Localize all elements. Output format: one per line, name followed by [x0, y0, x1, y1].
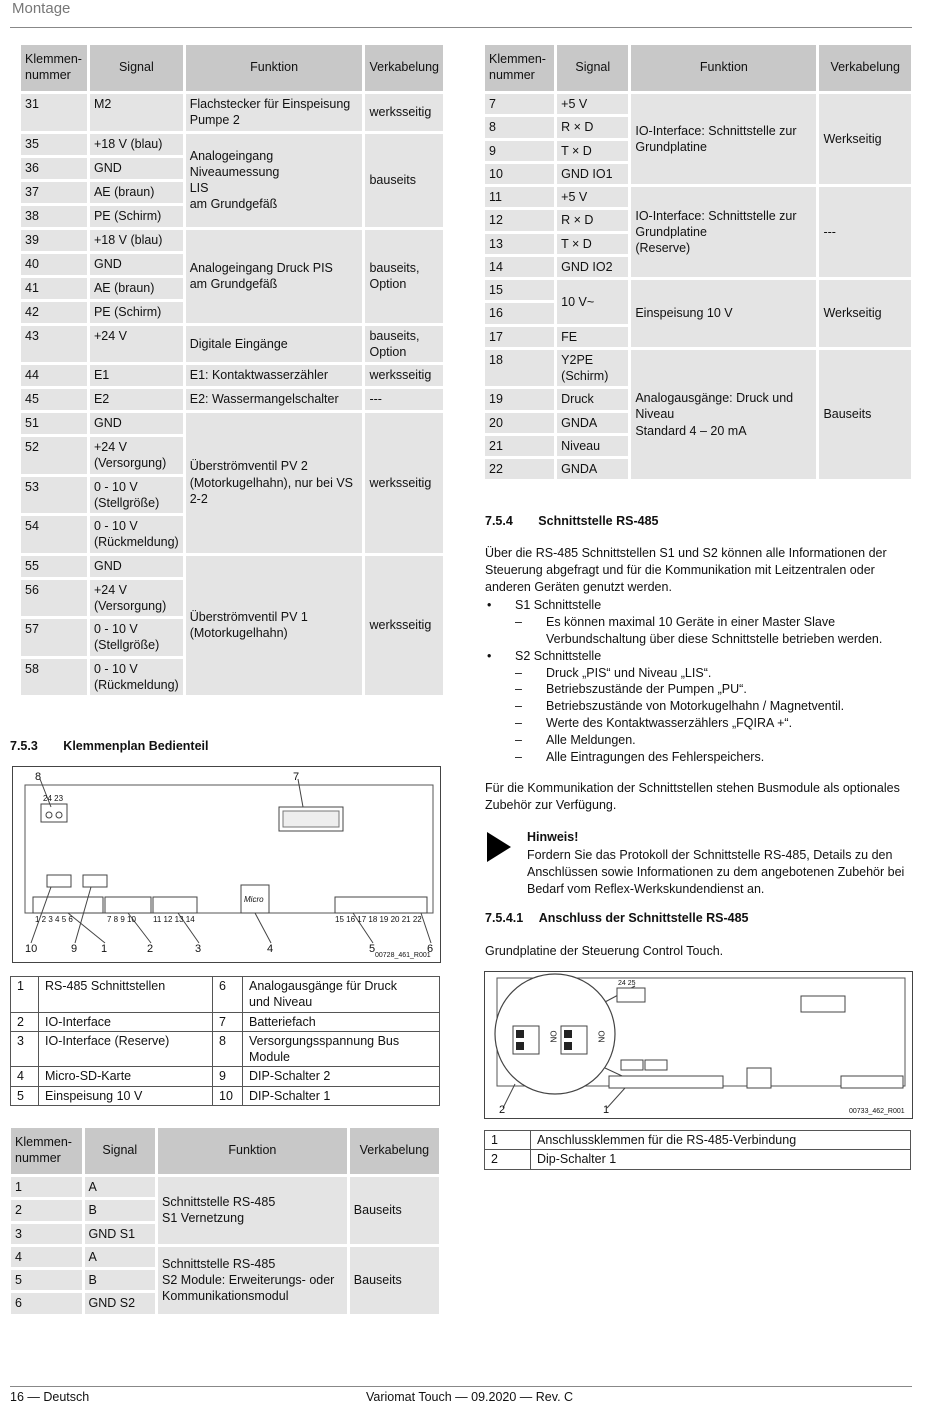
- table-cell-signal: A: [85, 1177, 156, 1197]
- table-cell-signal: A: [85, 1247, 156, 1267]
- table-cell-nr: 7: [485, 94, 554, 114]
- table-cell-signal: 0 - 10 V (Stellgröße): [90, 619, 183, 656]
- table-cell-signal: GND S1: [85, 1224, 156, 1244]
- table-cell-nr: 39: [21, 230, 87, 251]
- table-cell-nr: 11: [485, 187, 554, 207]
- table-cell-nr: 45: [21, 389, 87, 410]
- table-cell-signal: GNDA: [557, 459, 628, 479]
- table-cell-verkabelung: werksseitig: [365, 365, 443, 386]
- callout-9: 9: [71, 943, 78, 955]
- table-cell-nr: 41: [21, 278, 87, 299]
- terminal-label-15-22: 15 16 17 18 19 20 21 22: [335, 915, 422, 924]
- table-cell-funktion: E2: Wassermangelschalter: [186, 389, 363, 410]
- callout-8: 8: [35, 771, 42, 783]
- table-cell-signal: B: [85, 1200, 156, 1220]
- table-cell-nr: 3: [11, 1224, 82, 1244]
- table-cell-verkabelung: Bauseits: [350, 1177, 439, 1244]
- table-cell-nr: 55: [21, 556, 87, 577]
- figure-terminal-plan-bedienteil: [12, 766, 441, 963]
- table-cell-verkabelung: Werkseitig: [819, 94, 911, 184]
- table-cell-signal: AE (braun): [90, 182, 183, 203]
- table-cell-nr: 5: [11, 1270, 82, 1290]
- table-cell-funktion: Einspeisung 10 V: [631, 280, 816, 347]
- section-title: Schnittstelle RS-485: [538, 514, 659, 528]
- table-cell-signal: 0 - 10 V (Stellgröße): [90, 477, 183, 514]
- bullet-text: Werte des Kontaktwasserzählers „FQIRA +“.: [546, 716, 793, 731]
- bullet-text: Betriebszustände von Motorkugelhahn / Magnetventil.: [546, 699, 845, 714]
- table-cell-signal: PE (Schirm): [90, 206, 183, 227]
- bullet-text: Druck „PIS“ und Niveau „LIS“.: [546, 665, 712, 680]
- hint-arrow-icon: [487, 832, 513, 867]
- legend-text: DIP-Schalter 2: [243, 1067, 440, 1086]
- terminal-label-24-25: 24 25: [618, 980, 636, 987]
- list-item: [485, 597, 913, 614]
- col-header-verkabelung: Verkabelung: [365, 45, 443, 91]
- legend-num: 8: [213, 1031, 243, 1067]
- table-cell-verkabelung: werksseitig: [365, 413, 443, 553]
- dash-icon: –: [515, 682, 522, 697]
- table-cell-nr: 14: [485, 257, 554, 277]
- hint-title: Hinweis!: [527, 830, 579, 844]
- list-item: [485, 665, 913, 682]
- table-cell-funktion: Analogeingang Niveaumessung LIS am Grundgefäß: [186, 134, 363, 227]
- legend-text: IO-Interface: [39, 1012, 213, 1031]
- callout-1: 1: [603, 1104, 610, 1116]
- table-cell-nr: 13: [485, 234, 554, 254]
- table-cell-signal: GND: [90, 556, 183, 577]
- callout-4: 4: [267, 943, 274, 955]
- table-cell-signal: R × D: [557, 117, 628, 137]
- table-cell-signal: FE: [557, 327, 628, 347]
- table-cell-verkabelung: bauseits: [365, 134, 443, 227]
- section-heading-753: [10, 739, 208, 753]
- legend-num: 1: [11, 977, 39, 1013]
- table-cell-signal: Druck: [557, 389, 628, 409]
- table-cell-nr: 40: [21, 254, 87, 275]
- table-cell-signal: 0 - 10 V (Rückmeldung): [90, 659, 183, 696]
- table-cell-signal: +5 V: [557, 94, 628, 114]
- terminal-label-1-6: 1 2 3 4 5 6: [35, 915, 73, 924]
- table-cell-signal: +24 V: [90, 326, 183, 363]
- table-cell-funktion: Flachstecker für Einspeisung Pumpe 2: [186, 94, 363, 131]
- table-cell-verkabelung: bauseits, Option: [365, 230, 443, 323]
- table-cell-signal: T × D: [557, 234, 628, 254]
- table-cell-nr: 36: [21, 158, 87, 179]
- list-item: [485, 614, 913, 648]
- dash-icon: –: [515, 665, 522, 680]
- list-item: [485, 648, 913, 665]
- table-cell-funktion: Überströmventil PV 2 (Motorkugelhahn), nur bei VS 2-2: [186, 413, 363, 553]
- table-cell-verkabelung: bauseits, Option: [365, 326, 443, 363]
- section-heading-754: [485, 514, 658, 528]
- table-cell-signal: M2: [90, 94, 183, 131]
- table-cell-funktion: IO-Interface: Schnittstelle zur Grundplatine (Reserve): [631, 187, 816, 277]
- col-header-verkabelung: Verkabelung: [819, 45, 911, 91]
- legend-num: 7: [213, 1012, 243, 1031]
- table-cell-funktion: E1: Kontaktwasserzähler: [186, 365, 363, 386]
- table-cell-signal: GND IO2: [557, 257, 628, 277]
- legend-text: DIP-Schalter 1: [243, 1086, 440, 1105]
- table-cell-nr: 51: [21, 413, 87, 434]
- callout-6: 6: [427, 943, 434, 955]
- callout-5: 5: [369, 943, 376, 955]
- callout-1: 1: [101, 943, 108, 955]
- section-number: 7.5.4: [485, 514, 513, 528]
- board-drawing: [13, 767, 440, 962]
- grundplatine-caption: Grundplatine der Steuerung Control Touch.: [485, 944, 724, 958]
- legend-num: 9: [213, 1067, 243, 1086]
- legend-num: 1: [485, 1131, 531, 1150]
- terminal-table-left: [18, 42, 446, 698]
- table-cell-signal: +18 V (blau): [90, 230, 183, 251]
- table-cell-signal: +18 V (blau): [90, 134, 183, 155]
- table-cell-nr: 21: [485, 436, 554, 456]
- col-header-klemmen: Klemmen- nummer: [11, 1128, 82, 1174]
- dash-icon: –: [515, 614, 522, 629]
- table-cell-nr: 17: [485, 327, 554, 347]
- legend-num: 10: [213, 1086, 243, 1105]
- table-cell-nr: 57: [21, 619, 87, 656]
- table-cell-signal: R × D: [557, 210, 628, 230]
- list-item: [485, 681, 913, 698]
- list-item: [485, 732, 913, 749]
- table-cell-nr: 10: [485, 164, 554, 184]
- table-cell-verkabelung: ---: [365, 389, 443, 410]
- col-header-klemmen: Klemmen- nummer: [485, 45, 554, 91]
- table-cell-nr: 1: [11, 1177, 82, 1197]
- grundplatine-drawing: [485, 972, 912, 1118]
- terminal-label-24-23: 24 23: [43, 794, 64, 803]
- legend-num: 6: [213, 977, 243, 1013]
- dip-on-label: ON: [548, 1030, 558, 1043]
- table-cell-nr: 31: [21, 94, 87, 131]
- dip-on-label: ON: [596, 1030, 606, 1043]
- table-cell-signal: GND S2: [85, 1293, 156, 1313]
- legend-text: RS-485 Schnittstellen: [39, 977, 213, 1013]
- table-cell-verkabelung: werksseitig: [365, 556, 443, 696]
- bullet-text: Es können maximal 10 Geräte in einer Master Slave Verbundschaltung über diese Schnittstelle betrieben werden.: [546, 614, 883, 646]
- table-cell-funktion: Überströmventil PV 1 (Motorkugelhahn): [186, 556, 363, 696]
- callout-7: 7: [293, 771, 300, 783]
- table-cell-nr: 38: [21, 206, 87, 227]
- table-cell-nr: 52: [21, 437, 87, 474]
- legend-text: IO-Interface (Reserve): [39, 1031, 213, 1067]
- legend-text: Micro-SD-Karte: [39, 1067, 213, 1086]
- legend-text: Dip-Schalter 1: [531, 1150, 911, 1169]
- table-cell-funktion: Schnittstelle RS-485 S2 Module: Erweiterungs- oder Kommunikationsmodul: [158, 1247, 347, 1314]
- table-cell-signal: GNDA: [557, 413, 628, 433]
- busmodule-paragraph: Für die Kommunikation der Schnittstellen stehen Busmodule als optionales Zubehör zur Verfügung.: [485, 781, 900, 812]
- col-header-signal: Signal: [557, 45, 628, 91]
- figure-code: 00728_461_R001: [375, 952, 431, 959]
- legend-text: Versorgungsspannung Bus Module: [243, 1031, 440, 1067]
- table-cell-nr: 19: [485, 389, 554, 409]
- table-cell-nr: 6: [11, 1293, 82, 1313]
- terminal-label-11-14: 11 12 13 14: [153, 915, 195, 924]
- table-cell-nr: 15: [485, 280, 554, 300]
- table-cell-signal: +24 V (Versorgung): [90, 437, 183, 474]
- legend-num: 2: [485, 1150, 531, 1169]
- legend-num: 3: [11, 1031, 39, 1067]
- table-cell-nr: 58: [21, 659, 87, 696]
- table-cell-nr: 44: [21, 365, 87, 386]
- table-cell-signal: GND: [90, 254, 183, 275]
- col-header-funktion: Funktion: [186, 45, 363, 91]
- callout-2: 2: [499, 1104, 506, 1116]
- table-cell-signal: B: [85, 1270, 156, 1290]
- table-cell-signal: GND: [90, 158, 183, 179]
- col-header-klemmen: Klemmen- nummer: [21, 45, 87, 91]
- hint-text: Fordern Sie das Protokoll der Schnittstelle RS-485, Details zu den Anschlüssen sowie Informationen zu dem angebotenen Zubehör bei Bedarf vom Reflex-Werkskundendienst an.: [527, 848, 905, 896]
- table-cell-signal: 10 V~: [557, 280, 628, 324]
- bullet-text: S1 Schnittstelle: [515, 598, 602, 612]
- legend-table-1: [10, 976, 440, 1106]
- table-cell-signal: 0 - 10 V (Rückmeldung): [90, 516, 183, 553]
- dash-icon: –: [515, 749, 522, 764]
- bullet-text: Alle Eintragungen des Fehlerspeichers.: [546, 749, 765, 764]
- callout-3: 3: [195, 943, 202, 955]
- table-cell-funktion: Analogausgänge: Druck und Niveau Standard 4 – 20 mA: [631, 350, 816, 480]
- bullet-icon: •: [487, 598, 492, 612]
- figure-grundplatine-rs485: [484, 971, 913, 1119]
- table-cell-nr: 43: [21, 326, 87, 363]
- table-cell-verkabelung: Bauseits: [350, 1247, 439, 1314]
- table-cell-nr: 56: [21, 580, 87, 617]
- table-cell-nr: 54: [21, 516, 87, 553]
- col-header-funktion: Funktion: [158, 1128, 347, 1174]
- page-header-title: Montage: [12, 0, 71, 17]
- bullet-text: S2 Schnittstelle: [515, 648, 602, 663]
- table-cell-verkabelung: ---: [819, 187, 911, 277]
- terminal-table-right: [482, 42, 914, 482]
- table-cell-signal: +5 V: [557, 187, 628, 207]
- legend-num: 4: [11, 1067, 39, 1086]
- table-cell-signal: E1: [90, 365, 183, 386]
- table-cell-signal: PE (Schirm): [90, 302, 183, 323]
- col-header-signal: Signal: [90, 45, 183, 91]
- table-cell-nr: 42: [21, 302, 87, 323]
- rs485-intro-paragraph: Über die RS-485 Schnittstellen S1 und S2 können alle Informationen der Steuerung abgefragt und für die Kommunikation mit Leitzentralen oder anderen Geräten genutzt werden.: [485, 546, 887, 594]
- bullet-text: Betriebszustände der Pumpen „PU“.: [546, 682, 747, 697]
- table-cell-funktion: Schnittstelle RS-485 S1 Vernetzung: [158, 1177, 347, 1244]
- figure-code: 00733_462_R001: [849, 1108, 905, 1115]
- footer-page-language: 16 — Deutsch: [10, 1390, 90, 1404]
- table-cell-nr: 4: [11, 1247, 82, 1267]
- table-cell-nr: 8: [485, 117, 554, 137]
- col-header-funktion: Funktion: [631, 45, 816, 91]
- table-cell-funktion: IO-Interface: Schnittstelle zur Grundplatine: [631, 94, 816, 184]
- table-cell-signal: +24 V (Versorgung): [90, 580, 183, 617]
- col-header-signal: Signal: [85, 1128, 156, 1174]
- footer-rule: [10, 1386, 912, 1387]
- table-cell-signal: T × D: [557, 141, 628, 161]
- rs485-bullet-list: [485, 597, 913, 766]
- table-cell-signal: AE (braun): [90, 278, 183, 299]
- legend-text: Anschlussklemmen für die RS-485-Verbindung: [531, 1131, 911, 1150]
- table-cell-signal: Niveau: [557, 436, 628, 456]
- table-cell-verkabelung: Werkseitig: [819, 280, 911, 347]
- legend-text: Analogausgänge für Druck und Niveau: [243, 977, 440, 1013]
- table-cell-nr: 16: [485, 303, 554, 323]
- list-item: [485, 749, 913, 766]
- col-header-verkabelung: Verkabelung: [350, 1128, 439, 1174]
- dash-icon: –: [515, 716, 522, 731]
- section-number: 7.5.4.1: [485, 911, 524, 925]
- terminal-label-7-10: 7 8 9 10: [107, 915, 136, 924]
- dash-icon: –: [515, 733, 522, 747]
- legend-num: 2: [11, 1012, 39, 1031]
- bullet-icon: •: [487, 648, 492, 663]
- legend-text: Einspeisung 10 V: [39, 1086, 213, 1105]
- table-cell-nr: 18: [485, 350, 554, 387]
- table-cell-signal: GND: [90, 413, 183, 434]
- table-cell-nr: 22: [485, 459, 554, 479]
- callout-2: 2: [147, 943, 154, 955]
- footer-product-revision: Variomat Touch — 09.2020 — Rev. C: [366, 1390, 574, 1404]
- legend-table-2: [484, 1130, 911, 1170]
- header-rule: [10, 27, 912, 28]
- legend-text: Batteriefach: [243, 1012, 440, 1031]
- dash-icon: –: [515, 699, 522, 714]
- table-cell-verkabelung: Bauseits: [819, 350, 911, 480]
- table-cell-funktion: Analogeingang Druck PIS am Grundgefäß: [186, 230, 363, 323]
- list-item: [485, 698, 913, 715]
- section-number: 7.5.3: [10, 739, 38, 753]
- table-cell-funktion: Digitale Eingänge: [186, 326, 363, 363]
- terminal-table-rs485: [8, 1125, 442, 1317]
- section-heading-7541: [485, 911, 749, 925]
- list-item: [485, 715, 913, 732]
- section-title: Klemmenplan Bedienteil: [63, 739, 209, 753]
- table-cell-nr: 37: [21, 182, 87, 203]
- table-cell-verkabelung: werksseitig: [365, 94, 443, 131]
- table-cell-nr: 35: [21, 134, 87, 155]
- callout-10: 10: [25, 943, 38, 955]
- micro-sd-label: Micro: [244, 895, 264, 904]
- table-cell-signal: E2: [90, 389, 183, 410]
- bullet-text: Alle Meldungen.: [546, 733, 636, 747]
- table-cell-nr: 12: [485, 210, 554, 230]
- table-cell-signal: GND IO1: [557, 164, 628, 184]
- table-cell-nr: 2: [11, 1200, 82, 1220]
- table-cell-signal: Y2PE (Schirm): [557, 350, 628, 387]
- table-cell-nr: 9: [485, 141, 554, 161]
- table-cell-nr: 53: [21, 477, 87, 514]
- legend-num: 5: [11, 1086, 39, 1105]
- section-title: Anschluss der Schnittstelle RS-485: [538, 911, 749, 925]
- table-cell-nr: 20: [485, 413, 554, 433]
